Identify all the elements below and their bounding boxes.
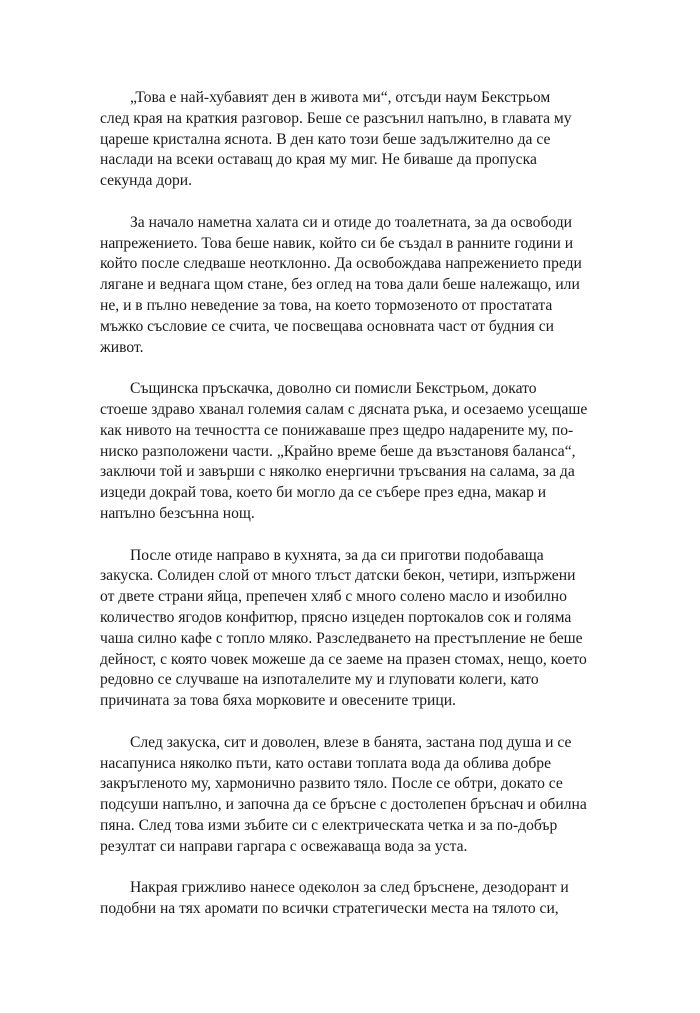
text-line: резултат си направи гаргара с освежаваща вода за уста.	[100, 837, 468, 855]
text-line: После отиде направо в кухнята, за да си приготви подобаваща	[130, 546, 544, 564]
text-line: подсуши напълно, и започна да се бръсне с достолепен бръснач и обилна	[100, 796, 587, 814]
text-line: след края на краткия разговор. Беше се разсънил напълно, в главата му	[100, 109, 572, 127]
paragraph-3	[100, 379, 588, 525]
text-line: След закуска, сит и доволен, влезе в банята, застана под душа и се	[130, 733, 572, 751]
text-line: изцеди докрай това, което би могло да се събере през една, макар и	[100, 484, 547, 502]
text-line: Същинска пръскачка, доволно си помисли Бекстрьом, докато	[130, 380, 537, 398]
text-line: секунда дори.	[100, 172, 193, 190]
paragraph-5	[100, 733, 587, 858]
paragraph-6	[100, 878, 584, 920]
text-line: живот.	[100, 338, 144, 356]
text-line: от двете страни яйца, препечен хляб с много солено масло и изобилно	[100, 588, 567, 606]
text-line: Накрая грижливо нанесе одеколон за след бръснене, дезодорант и	[130, 879, 569, 897]
text-line: мъжко съсловие се счита, че посвещава основната част от будния си	[100, 317, 554, 335]
text-line: напрежението. Това беше навик, който си бе създал в ранните години и	[100, 234, 574, 252]
text-line: не, и в пълно неведение за това, на което тормозеното от простатата	[100, 296, 553, 314]
text-line: наслади на всеки оставащ до края му миг. Не биваше да пропуска	[100, 151, 537, 169]
paragraph-2	[100, 213, 584, 359]
text-line: чаша силно кафе с топло мляко. Разследването на престъпление не беше	[100, 629, 583, 647]
text-line: подобни на тях аромати по всички стратегически места на тялото си,	[100, 900, 559, 918]
text-line: цареше кристална яснота. В ден като този беше задължително да се	[100, 130, 551, 148]
text-line: напълно безсънна нощ.	[100, 504, 255, 522]
text-line: който после следваше неотклонно. Да освобождава напрежението преди	[100, 255, 582, 273]
text-line: дейност, с която човек можеше да се заеме на празен стомах, нещо, което	[100, 650, 587, 668]
paragraph-4	[100, 546, 587, 712]
text-line: закръгленото му, хармонично развито тяло. После се обтри, докато се	[100, 775, 563, 793]
text-line: пяна. След това изми зъбите си с електрическата четка и за по-добър	[100, 816, 558, 834]
text-line: насапуниса няколко пъти, като остави топлата вода да облива добре	[100, 754, 551, 772]
text-line: количество ягодов конфитюр, прясно изцеден портокалов сок и голяма	[100, 608, 572, 626]
text-line: редовно се случваше на изпоталелите му и глуповати колеги, като	[100, 671, 539, 689]
body-text	[100, 88, 588, 941]
text-line: как нивото на течността се понижаваше през щедро надарените му, по-	[100, 421, 574, 439]
text-line: ниско разположени части. „Крайно време беше да възстановя баланса“,	[100, 442, 576, 460]
text-line: стоеше здраво хванал големия салам с дясната ръка, и осезаемо усещаше	[100, 400, 588, 418]
text-line: закуска. Солиден слой от много тлъст датски бекон, четири, изпържени	[100, 567, 576, 585]
paragraph-1	[100, 88, 584, 192]
text-line: заключи той и завърши с няколко енергични тръсвания на салама, за да	[100, 463, 575, 481]
text-line: „Това е най-хубавият ден в живота ми“, отсъди наум Бекстрьом	[130, 89, 551, 106]
text-line: За начало наметна халата си и отиде до тоалетната, за да освободи	[130, 213, 573, 231]
text-line: лягане и веднага щом стане, без оглед на това дали беше належащо, или	[100, 276, 580, 294]
text-line: причината за това бяха морковите и овесените трици.	[100, 692, 456, 710]
